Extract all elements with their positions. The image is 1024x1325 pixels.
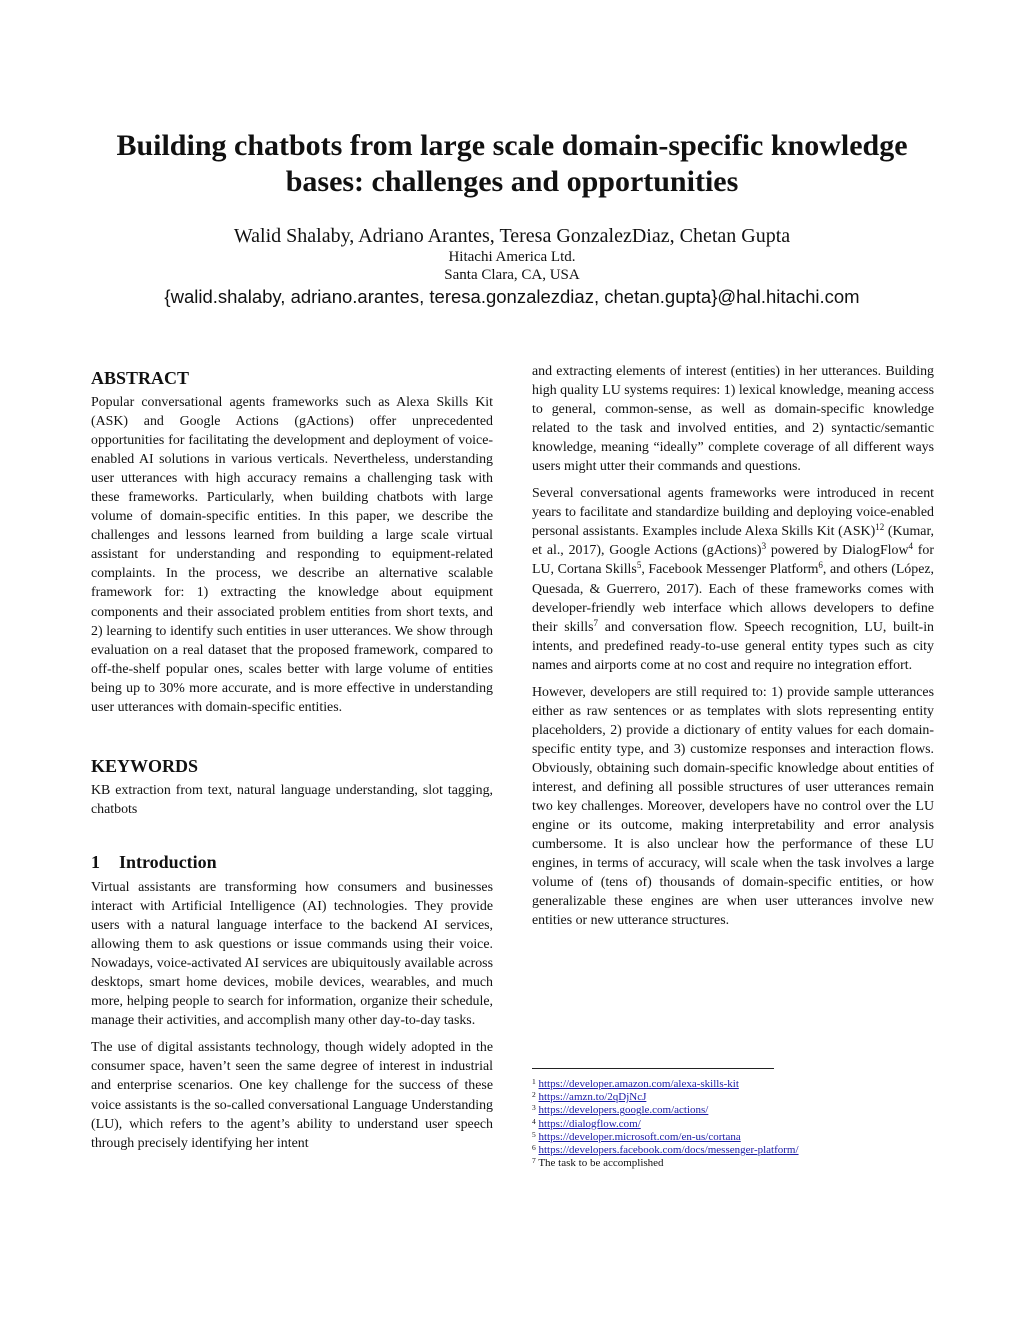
keywords-text: KB extraction from text, natural language understanding, slot tagging, chatbots (91, 783, 493, 818)
footnote-item: $^1$ https://developer.amazon.com/alexa-skills-kit (532, 1077, 739, 1090)
footnote-ref[interactable]: 4 (908, 541, 914, 552)
authors: Walid Shalaby, Adriano Arantes, Teresa GonzalezDiaz, Chetan Gupta (233, 225, 791, 247)
footnote-item: $^3$ https://developers.google.com/actions/ (532, 1103, 709, 1117)
footnote-ref[interactable]: 5 (636, 560, 642, 571)
right-column (532, 362, 934, 930)
footnote-link[interactable]: https://developer.amazon.com/alexa-skills-kit (538, 1078, 739, 1090)
abstract-text: Popular conversational agents frameworks such as Alexa Skills Kit (ASK) and Google Actions (gActions) offer unprecedented opportunities for facilitating the development and deployment of voice-enabled AI solutions in various verticals. Nevertheless, understanding user utterances with high accuracy remains a challenging task with these frameworks. Particularly, when building chatbots with large volume of domain-specific entities. In this paper, we describe the challenges and lessons learned from building a large scale virtual assistant for understanding and responding to equipment-related complaints. In the process, we describe an alternative scalable framework for: 1) extracting the knowledge about equipment components and their associated problem entities from short texts, and 2) learning to identify such entities in user utterances. We show through evaluation on a real dataset that the proposed framework, compared to off-the-shelf popular ones, scales better with large volume of entities being up to 30% more accurate, and is more effective in understanding user utterances with domain-specific entities. (91, 395, 493, 715)
section-title: Introduction (119, 852, 217, 872)
footnote-ref[interactable]: 12 (875, 522, 885, 533)
intro-heading (91, 851, 493, 873)
intro-paragraph-1: Virtual assistants are transforming how consumers and businesses interact with Artificial Intelligence (AI) technologies. They provide users with a natural language interface to the backend AI services, allowing them to ask questions or issue commands using their voice. Nowadays, voice-activated AI services are ubiquitously available across desktops, smart home devices, mobile devices, wearables, and much more, helping people to search for information, organize their schedule, manage their activities, and accomplish many other day-to-day tasks. (91, 880, 493, 1029)
footnote-link[interactable]: https://developers.google.com/actions/ (538, 1104, 709, 1117)
right-paragraph-3: However, developers are still required to: 1) provide sample utterances either as raw sentences or as templates with slots representing entity placeholders, 2) provide a dictionary of entity values for each domain-specific entity type, and 3) customize responses and interaction flows. Obviously, obtaining such domain-specific knowledge about entities of interest, and defining all possible structures of user utterances remain two key challenges. Moreover, developers have no control over the LU engine or its outcome, making interpretability and error analysis cumbersome. It is also unclear how the performance of these LU engines, in terms of accuracy, will scale when the task involves a large volume of (tens of) thousands of domain-specific entities, or how generalizable these engines are when user utterances involve new entities or new utterance structures. (532, 684, 934, 929)
footnote-item: $^4$ https://dialogflow.com/ (532, 1116, 641, 1130)
footnote-link[interactable]: https://amzn.to/2qDjNcJ (538, 1091, 647, 1104)
footnote-text: The task to be accomplished (538, 1157, 664, 1170)
right-paragraph-1: and extracting elements of interest (entities) in her utterances. Building high quality LU systems requires: 1) lexical knowledge, meaning access to general, common-sense, as well as domain-specific knowledge related to the task and involved entities, and 2) syntactic/semantic knowledge, meaning “ideally” complete coverage of all different ways users might utter their commands and questions. (532, 364, 934, 475)
footnote-divider (532, 1068, 774, 1069)
location: Santa Clara, CA, USA (444, 267, 580, 283)
intro-paragraph-2: The use of digital assistants technology, though widely adopted in the consumer space, haven’t seen the same degree of interest in industrial and enterprise scenarios. One key challenge for the success of these voice assistants is the so-called conversational Language Understanding (LU), which refers to the agent’s ability to understand user speech through precisely identifying her intent (91, 1040, 493, 1151)
section-number: 1 (91, 852, 100, 872)
keywords-section (91, 755, 493, 819)
footnote-item: $^5$ https://developer.microsoft.com/en-us/cortana (532, 1129, 741, 1143)
footnote-ref[interactable]: 7 (593, 617, 599, 628)
intro-section (91, 851, 493, 1153)
abstract-heading: ABSTRACT (91, 368, 190, 388)
title-line-2: bases: challenges and opportunities (285, 165, 739, 198)
author-emails: {walid.shalaby, adriano.arantes, teresa.gonzalezdiaz, chetan.gupta}@hal.hitachi.com (164, 286, 860, 307)
footnote-ref[interactable]: 6 (818, 560, 823, 571)
left-column (91, 367, 493, 717)
affiliation: Hitachi America Ltd. (448, 249, 576, 265)
footnote-item: $^6$ https://developers.facebook.com/docs/messenger-platform/ (532, 1143, 799, 1157)
footnote-link[interactable]: https://developer.microsoft.com/en-us/cortana (538, 1130, 741, 1143)
footnotes (532, 1078, 934, 1170)
footnote-link[interactable]: https://developers.facebook.com/docs/messenger-platform/ (538, 1144, 799, 1157)
footnote-item: $^2$ https://amzn.to/2qDjNcJ (532, 1090, 647, 1104)
right-paragraph-2: Several conversational agents frameworks were introduced in recent years to facilitate and standardize building and deploying voice-enabled personal assistants. Examples include Alexa Skills Kit (ASK)$^{12}$ (Kumar, et al., 2017), Google Actions (gActions)$^3$ powered by DialogFlow$^4$ for LU, Cortana Skills$^5$, Facebook Messenger Platform$^6$, and others (López, Quesada, & Guerrero, 2017). Each of these frameworks comes with developer-friendly web interface which allows developers to define their skills$^7$ and conversation flow. Speech recognition, LU, built-in intents, and predefined ready-to-use general entity types such as city names and airports come at no cost and require no integration effort. (532, 486, 935, 673)
footnote-item: $^7$ The task to be accomplished (532, 1156, 664, 1170)
footnote-link[interactable]: https://dialogflow.com/ (538, 1117, 641, 1130)
footnote-ref[interactable]: 3 (761, 541, 767, 552)
title-line-1: Building chatbots from large scale domain-specific knowledge (116, 129, 908, 162)
paper-title (90, 128, 934, 200)
keywords-heading: KEYWORDS (91, 756, 199, 776)
